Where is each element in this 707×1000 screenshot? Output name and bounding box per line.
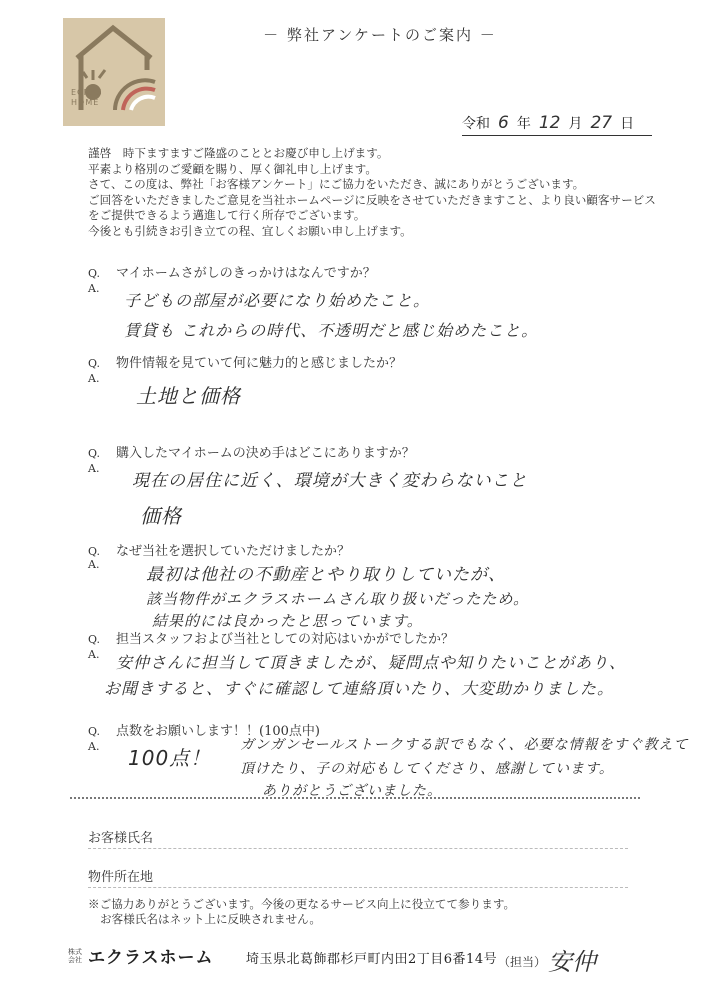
question-2 bbox=[88, 352, 402, 371]
q-mark: Q. bbox=[88, 633, 100, 646]
intro-line: ご回答をいただきましたご意見を当社ホームページに反映をさせていただきますこと、より良い顧客サービス bbox=[88, 192, 656, 207]
company-address: 埼玉県北葛飾郡杉戸町内田2丁目6番14号 bbox=[246, 952, 498, 967]
kabushiki-label: 株式会社 bbox=[68, 947, 82, 964]
intro-line: 今後とも引続きお引き立ての程、宜しくお願い申し上げます。 bbox=[88, 223, 412, 238]
answer-line: ありがとうございました。 bbox=[262, 783, 442, 799]
a-mark: A. bbox=[88, 740, 100, 753]
q-mark: Q. bbox=[88, 267, 100, 280]
question-text: 点数をお願いします！！(100点中) bbox=[116, 724, 320, 739]
date-line bbox=[462, 113, 652, 136]
question-4 bbox=[88, 540, 350, 559]
page-title: － 弊社アンケートのご案内 － bbox=[263, 26, 497, 44]
intro-line: さて、この度は、弊社「お客様アンケート」にご協力をいただき、誠にありがとうございます。 bbox=[88, 177, 585, 192]
answer-line: お聞きすると、すぐに確認して連絡頂いたり、大変助かりました。 bbox=[104, 679, 615, 698]
question-text: 担当スタッフおよび当社としての対応はいかがでしたか？ bbox=[116, 632, 455, 647]
intro-letter bbox=[88, 146, 656, 240]
question-5 bbox=[88, 628, 454, 647]
answer-line: 結果的には良かったと思っています。 bbox=[152, 612, 423, 630]
tanto-label: （担当） bbox=[498, 955, 547, 969]
q-mark: Q. bbox=[88, 725, 100, 738]
a-mark: A. bbox=[88, 648, 100, 661]
date-year-unit: 年 bbox=[516, 116, 531, 132]
answer-line: ガンガンセールストークする訳でもなく、必要な情報をすぐ教えて bbox=[240, 737, 689, 753]
q-mark: Q. bbox=[88, 357, 100, 370]
question-text: マイホームさがしのきっかけはなんですか？ bbox=[116, 266, 376, 281]
answer-line: 頂けたり、子の対応もしてくださり、感謝しています。 bbox=[240, 761, 614, 777]
date-day: 27 bbox=[590, 113, 613, 133]
answer-line: 安仲さんに担当して頂きましたが、疑問点や知りたいことがあり、 bbox=[116, 653, 627, 672]
date-month: 12 bbox=[538, 113, 561, 133]
customer-name-field bbox=[88, 848, 628, 849]
answer-line: 最初は他社の不動産とやり取りしていたが、 bbox=[146, 565, 506, 585]
customer-name-label: お客様氏名 bbox=[88, 831, 154, 846]
property-location-label: 物件所在地 bbox=[88, 870, 154, 885]
company-logo bbox=[63, 18, 165, 126]
a-mark: A. bbox=[88, 282, 100, 295]
answer-line: 価格 bbox=[140, 504, 182, 528]
q-mark: Q. bbox=[88, 545, 100, 558]
property-location-field bbox=[88, 887, 628, 888]
intro-line: 謹啓 時下ますますご隆盛のこととお慶び申し上げます。 bbox=[88, 146, 389, 160]
a-mark: A. bbox=[88, 558, 100, 571]
question-1 bbox=[88, 262, 376, 281]
answer-line: 賃貸も これからの時代、不透明だと感じ始めたこと。 bbox=[124, 321, 539, 340]
company-name bbox=[68, 943, 214, 968]
logo-text-line1: ECRAS bbox=[71, 88, 103, 97]
date-era: 令和 bbox=[462, 116, 490, 132]
date-month-unit: 月 bbox=[568, 116, 583, 132]
note-line: お客様氏名はネット上に反映されません。 bbox=[100, 912, 321, 926]
footer-note bbox=[88, 897, 515, 927]
a-mark: A. bbox=[88, 462, 100, 475]
question-3 bbox=[88, 442, 415, 461]
company-name-text: エクラスホーム bbox=[88, 948, 214, 968]
staff-signature: 安仲 bbox=[548, 948, 596, 976]
house-sun-logo-icon bbox=[63, 18, 165, 126]
q-mark: Q. bbox=[88, 447, 100, 460]
question-text: なぜ当社を選択していただけましたか？ bbox=[116, 544, 351, 559]
intro-line: をご提供できるよう邁進して行く所存でございます。 bbox=[88, 208, 366, 223]
note-line: ※ご協力ありがとうございます。今後の更なるサービス向上に役立てて参ります。 bbox=[88, 897, 516, 911]
a-mark: A. bbox=[88, 372, 100, 385]
question-text: 購入したマイホームの決め手はどこにありますか？ bbox=[116, 446, 415, 461]
answer-line: 該当物件がエクラスホームさん取り扱いだったため。 bbox=[146, 590, 529, 608]
question-text: 物件情報を見ていて何に魅力的と感じましたか？ bbox=[116, 356, 403, 371]
answer-line: 子どもの部屋が必要になり始めたこと。 bbox=[124, 291, 431, 310]
score-answer: 100点！ bbox=[128, 746, 212, 770]
intro-line: 平素より格別のご愛顧を賜り、厚く御礼申し上げます。 bbox=[88, 161, 377, 176]
dotted-divider bbox=[70, 797, 640, 799]
date-day-unit: 日 bbox=[620, 116, 635, 132]
answer-line: 現在の居住に近く、環境が大きく変わらないこと bbox=[132, 471, 528, 491]
answer-line: 土地と価格 bbox=[136, 384, 241, 408]
date-year: 6 bbox=[498, 113, 509, 133]
logo-text-line2: HOME bbox=[71, 98, 100, 107]
